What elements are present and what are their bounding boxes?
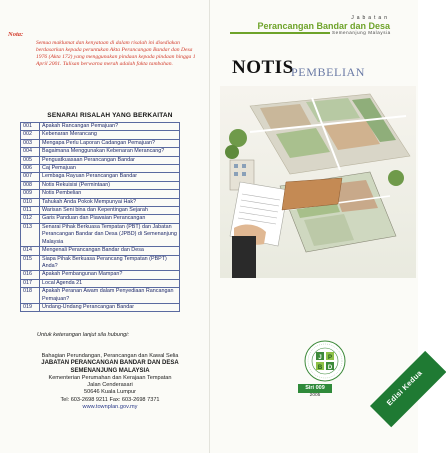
leaflet-title: Local Agenda 21 [40,279,180,287]
leaflet-row [21,173,180,181]
leaflet-number: 006 [21,165,40,173]
leaflet-number: 009 [21,190,40,198]
leaflet-row [21,255,180,271]
division-name: Bahagian Perundangan, Perancangan dan Kawal Selia [41,353,179,359]
address-street: Jalan Cenderasari [87,382,133,389]
leaflet-row [21,123,180,131]
leaflet-row [21,303,180,311]
leaflet-title: Lembaga Rayuan Perancangan Bandar [40,173,180,181]
leaflet-row [21,148,180,156]
leaflet-number: 008 [21,181,40,189]
header-rule [230,32,330,34]
related-leaflets-heading: SENARAI RISALAH YANG BERKAITAN [47,112,173,119]
header-region: Semenanjung Malaysia [332,30,391,35]
leaflet-number: 002 [21,131,40,139]
leaflet-number: 013 [21,223,40,246]
edition-label: Edisi Kedua [384,368,424,408]
leaflet-title: Apakah Pembangunan Mampan? [40,271,180,279]
more-info-text: Untuk keterangan lanjut sila hubungi: [37,332,130,338]
leaflet-title: Siapa Pihak Berkuasa Perancang Tempatan (PBPT) Anda? [40,255,180,271]
leaflet-row [21,288,180,304]
leaflet-title: Notis Rekuisisi (Permintaan) [40,181,180,189]
leaflet-row [21,279,180,287]
leaflet-title: Apakah Peranan Awam dalam Penyediaan Rancangan Pemajuan? [40,288,180,304]
leaflet-title: Warisan Seni bina dan Kepentingan Sejarah [40,207,180,215]
leaflet-title: Undang-Undang Perancangan Bandar [40,303,180,311]
leaflet-number: 001 [21,123,40,131]
leaflet-title: Senarai Pihak Berkuasa Tempatan (PBT) dan Jabatan Perancangan Bandar dan Desa (JPBD) di Semenanjung Malaysia [40,223,180,246]
leaflet-title: Garis Panduan dan Piawaian Perancangan [40,215,180,223]
leaflet-title: Mengapa Perlu Laporan Cadangan Pemajuan? [40,139,180,147]
leaflet-number: 015 [21,255,40,271]
city-plan-illustration [220,86,416,278]
leaflet-number: 012 [21,215,40,223]
svg-text:P: P [327,355,333,361]
leaflet-number: 018 [21,288,40,304]
leaflet-row [21,165,180,173]
leaflet-title: Kebenaran Merancang [40,131,180,139]
header-department: Perancangan Bandar dan Desa [257,21,390,31]
leaflet-number: 011 [21,207,40,215]
leaflet-number: 019 [21,303,40,311]
ministry-name: Kementerian Perumahan dan Kerajaan Tempatan [48,374,172,381]
leaflet-title: Penguatkuasaan Perancangan Bandar [40,156,180,164]
leaflet-number: 016 [21,271,40,279]
phone-fax: Tel: 603-2698 9211 Fax: 603-2698 7371 [60,396,160,403]
leaflet-row [21,131,180,139]
leaflet-row [21,190,180,198]
edition-ribbon [370,351,446,427]
department-name: JABATAN PERANCANGAN BANDAR DAN DESA [41,360,179,367]
svg-text:B: B [317,365,323,371]
leaflet-number: 005 [21,156,40,164]
department-region: SEMENANJUNG MALAYSIA [70,367,150,374]
leaflet-title: Bagaimana Menggunakan Kebenaran Merancang? [40,148,180,156]
leaflet-number: 010 [21,198,40,206]
leaflet-title: Apakah Rancangan Pemajuan? [40,123,180,131]
series-badge: Siri 009 [298,384,332,393]
leaflet-number: 004 [21,148,40,156]
leaflet-row [21,207,180,215]
website-link[interactable]: www.townplan.gov.my [82,404,138,411]
leaflet-title: Tahukah Anda Pokok Mempunyai Hak? [40,198,180,206]
leaflet-number: 014 [21,247,40,255]
leaflet-number: 017 [21,279,40,287]
cover-title-sub: PEMBELIAN [291,65,366,79]
leaflet-row [21,247,180,255]
note-body: Semua maklumat dan kenyataan di dalam risalah ini disediakan berdasarkan kepada peruntukan Akta Perancangan Bandar dan Desa 1976 (Akta 172) yang menggunakan pindaan kepada pindaan hingga 1 April 2001. Tulisan berwarna merah adalah fakta tambahan. [36,40,196,67]
leaflet-title: Mengenali Perancangan Bandar dan Desa [40,247,180,255]
leaflet-row [21,139,180,147]
leaflet-row [21,223,180,246]
leaflet-row [21,198,180,206]
address-city: 50646 Kuala Lumpur [84,389,136,396]
header-jabatan: Jabatan [351,15,390,21]
svg-text:J: J [318,355,322,361]
svg-text:D: D [327,365,333,371]
leaflet-row [21,215,180,223]
fold-line [209,0,210,453]
leaflet-number: 007 [21,173,40,181]
leaflet-number: 003 [21,139,40,147]
leaflet-row [21,156,180,164]
leaflet-title: Notis Pembelian [40,190,180,198]
leaflet-row [21,271,180,279]
note-title: Nota: [8,31,24,38]
related-leaflets-table [20,122,180,312]
note-block [8,31,204,38]
leaflet-title: Caj Pemajuan [40,165,180,173]
leaflet-row [21,181,180,189]
cover-title-main: NOTIS [232,57,294,78]
series-year: 2005 [309,393,321,398]
